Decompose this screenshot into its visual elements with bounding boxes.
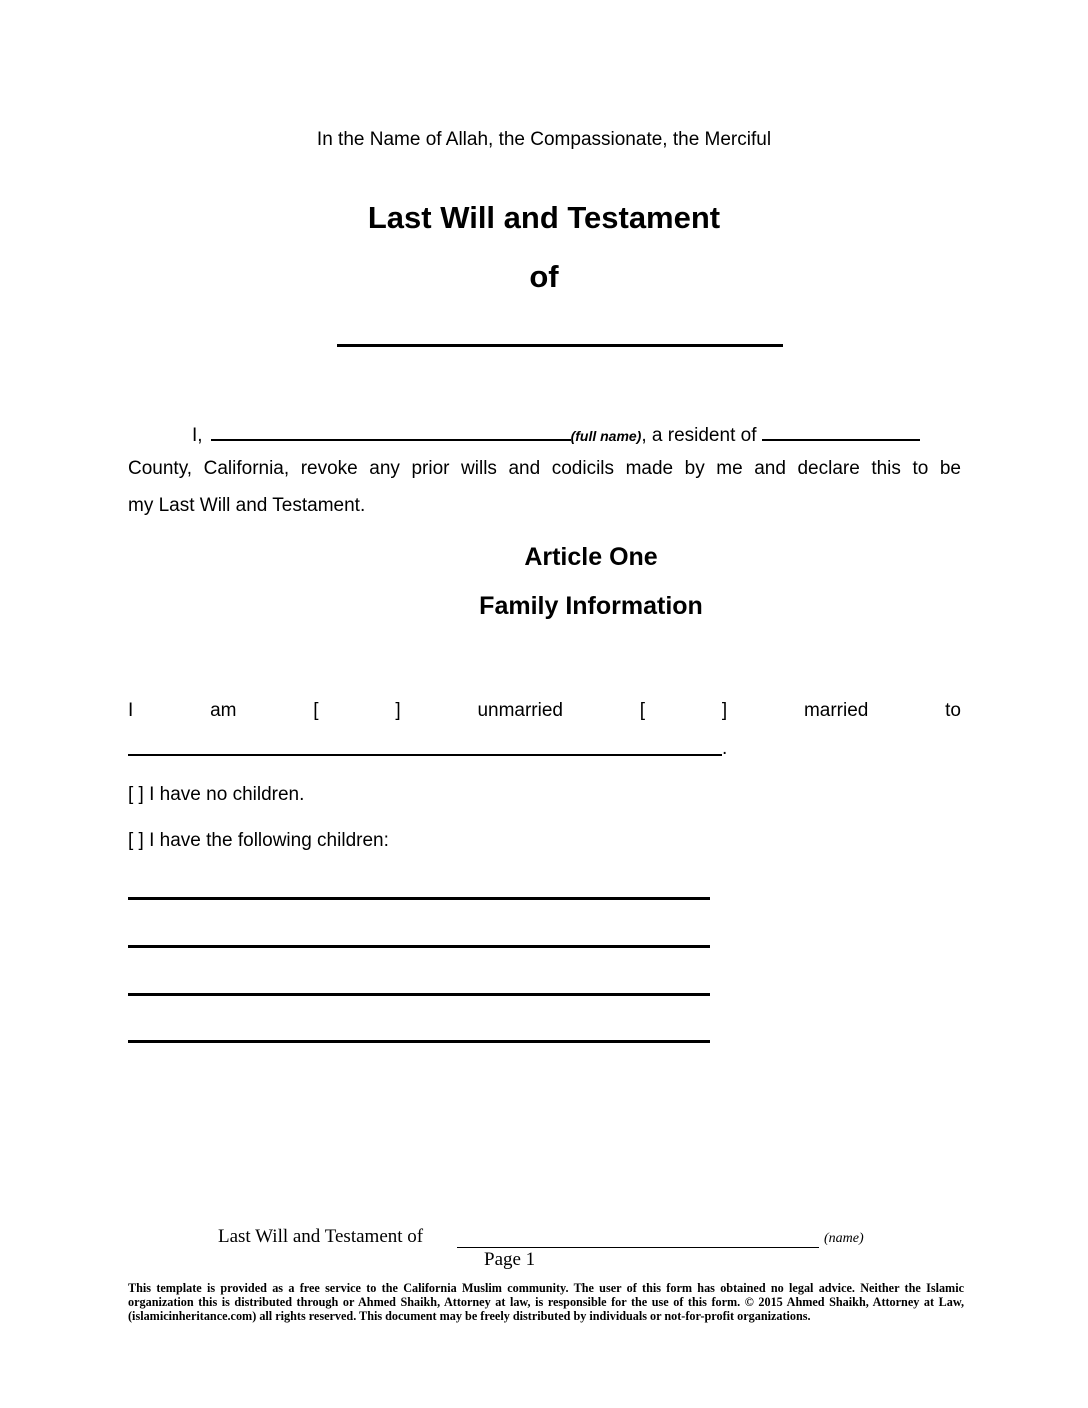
child-name-field-2[interactable] xyxy=(128,945,710,948)
county-field[interactable] xyxy=(762,421,920,441)
child-name-field-3[interactable] xyxy=(128,993,710,996)
unmarried-checkbox-open[interactable]: [ xyxy=(313,700,319,721)
unmarried-label: unmarried xyxy=(477,700,563,721)
article-title: Family Information xyxy=(479,592,703,620)
testator-name-field[interactable] xyxy=(337,344,783,347)
article-number: Article One xyxy=(524,543,658,571)
page-number: Page 1 xyxy=(484,1249,536,1270)
footer-name-field[interactable] xyxy=(457,1247,819,1248)
spouse-name-field[interactable] xyxy=(128,754,722,756)
full-name-hint: (full name) xyxy=(570,428,642,444)
declaration-line-1 xyxy=(128,421,961,447)
following-children-checkbox[interactable]: [ ] I have the following children: xyxy=(128,830,389,851)
footer-name-hint: (name) xyxy=(824,1231,864,1246)
married-label: married xyxy=(803,700,869,721)
unmarried-checkbox-close[interactable]: ] xyxy=(395,700,401,721)
footer-title: Last Will and Testament of xyxy=(218,1226,424,1247)
marital-word: am xyxy=(210,700,237,721)
resident-text: , a resident of xyxy=(641,425,757,446)
marital-status-line xyxy=(128,700,961,722)
no-children-checkbox[interactable]: [ ] I have no children. xyxy=(128,784,305,805)
disclaimer-text: This template is provided as a free service to the California Muslim community. The user of this form has obtained no legal advice. Neither the Islamic organization this is distributed through or Ahmed Shaikh, Attorney at law, is responsible for the use of this form. © 2015 Ahmed Shaikh, Attorney at Law, (islamicinheritance.com) all rights reserved. This document may be freely distributed by individuals or not-for-profit organizations. xyxy=(128,1281,964,1323)
marital-word: I xyxy=(128,700,134,721)
child-name-field-4[interactable] xyxy=(128,1040,710,1043)
declaration-prefix: I, xyxy=(192,425,203,446)
married-checkbox-open[interactable]: [ xyxy=(639,700,646,721)
child-name-field-1[interactable] xyxy=(128,897,710,900)
marital-word: to xyxy=(945,700,961,721)
basmala-heading: In the Name of Allah, the Compassionate, the Merciful xyxy=(316,129,772,150)
full-name-field[interactable] xyxy=(211,421,571,441)
title-of: of xyxy=(529,259,559,294)
declaration-line-2: County, California, revoke any prior wills and codicils made by me and declare this to be xyxy=(128,458,961,479)
document-title: Last Will and Testament xyxy=(367,200,721,235)
spouse-line-period: . xyxy=(722,738,728,759)
married-checkbox-close[interactable]: ] xyxy=(721,700,728,721)
declaration-line-3: my Last Will and Testament. xyxy=(128,495,366,516)
